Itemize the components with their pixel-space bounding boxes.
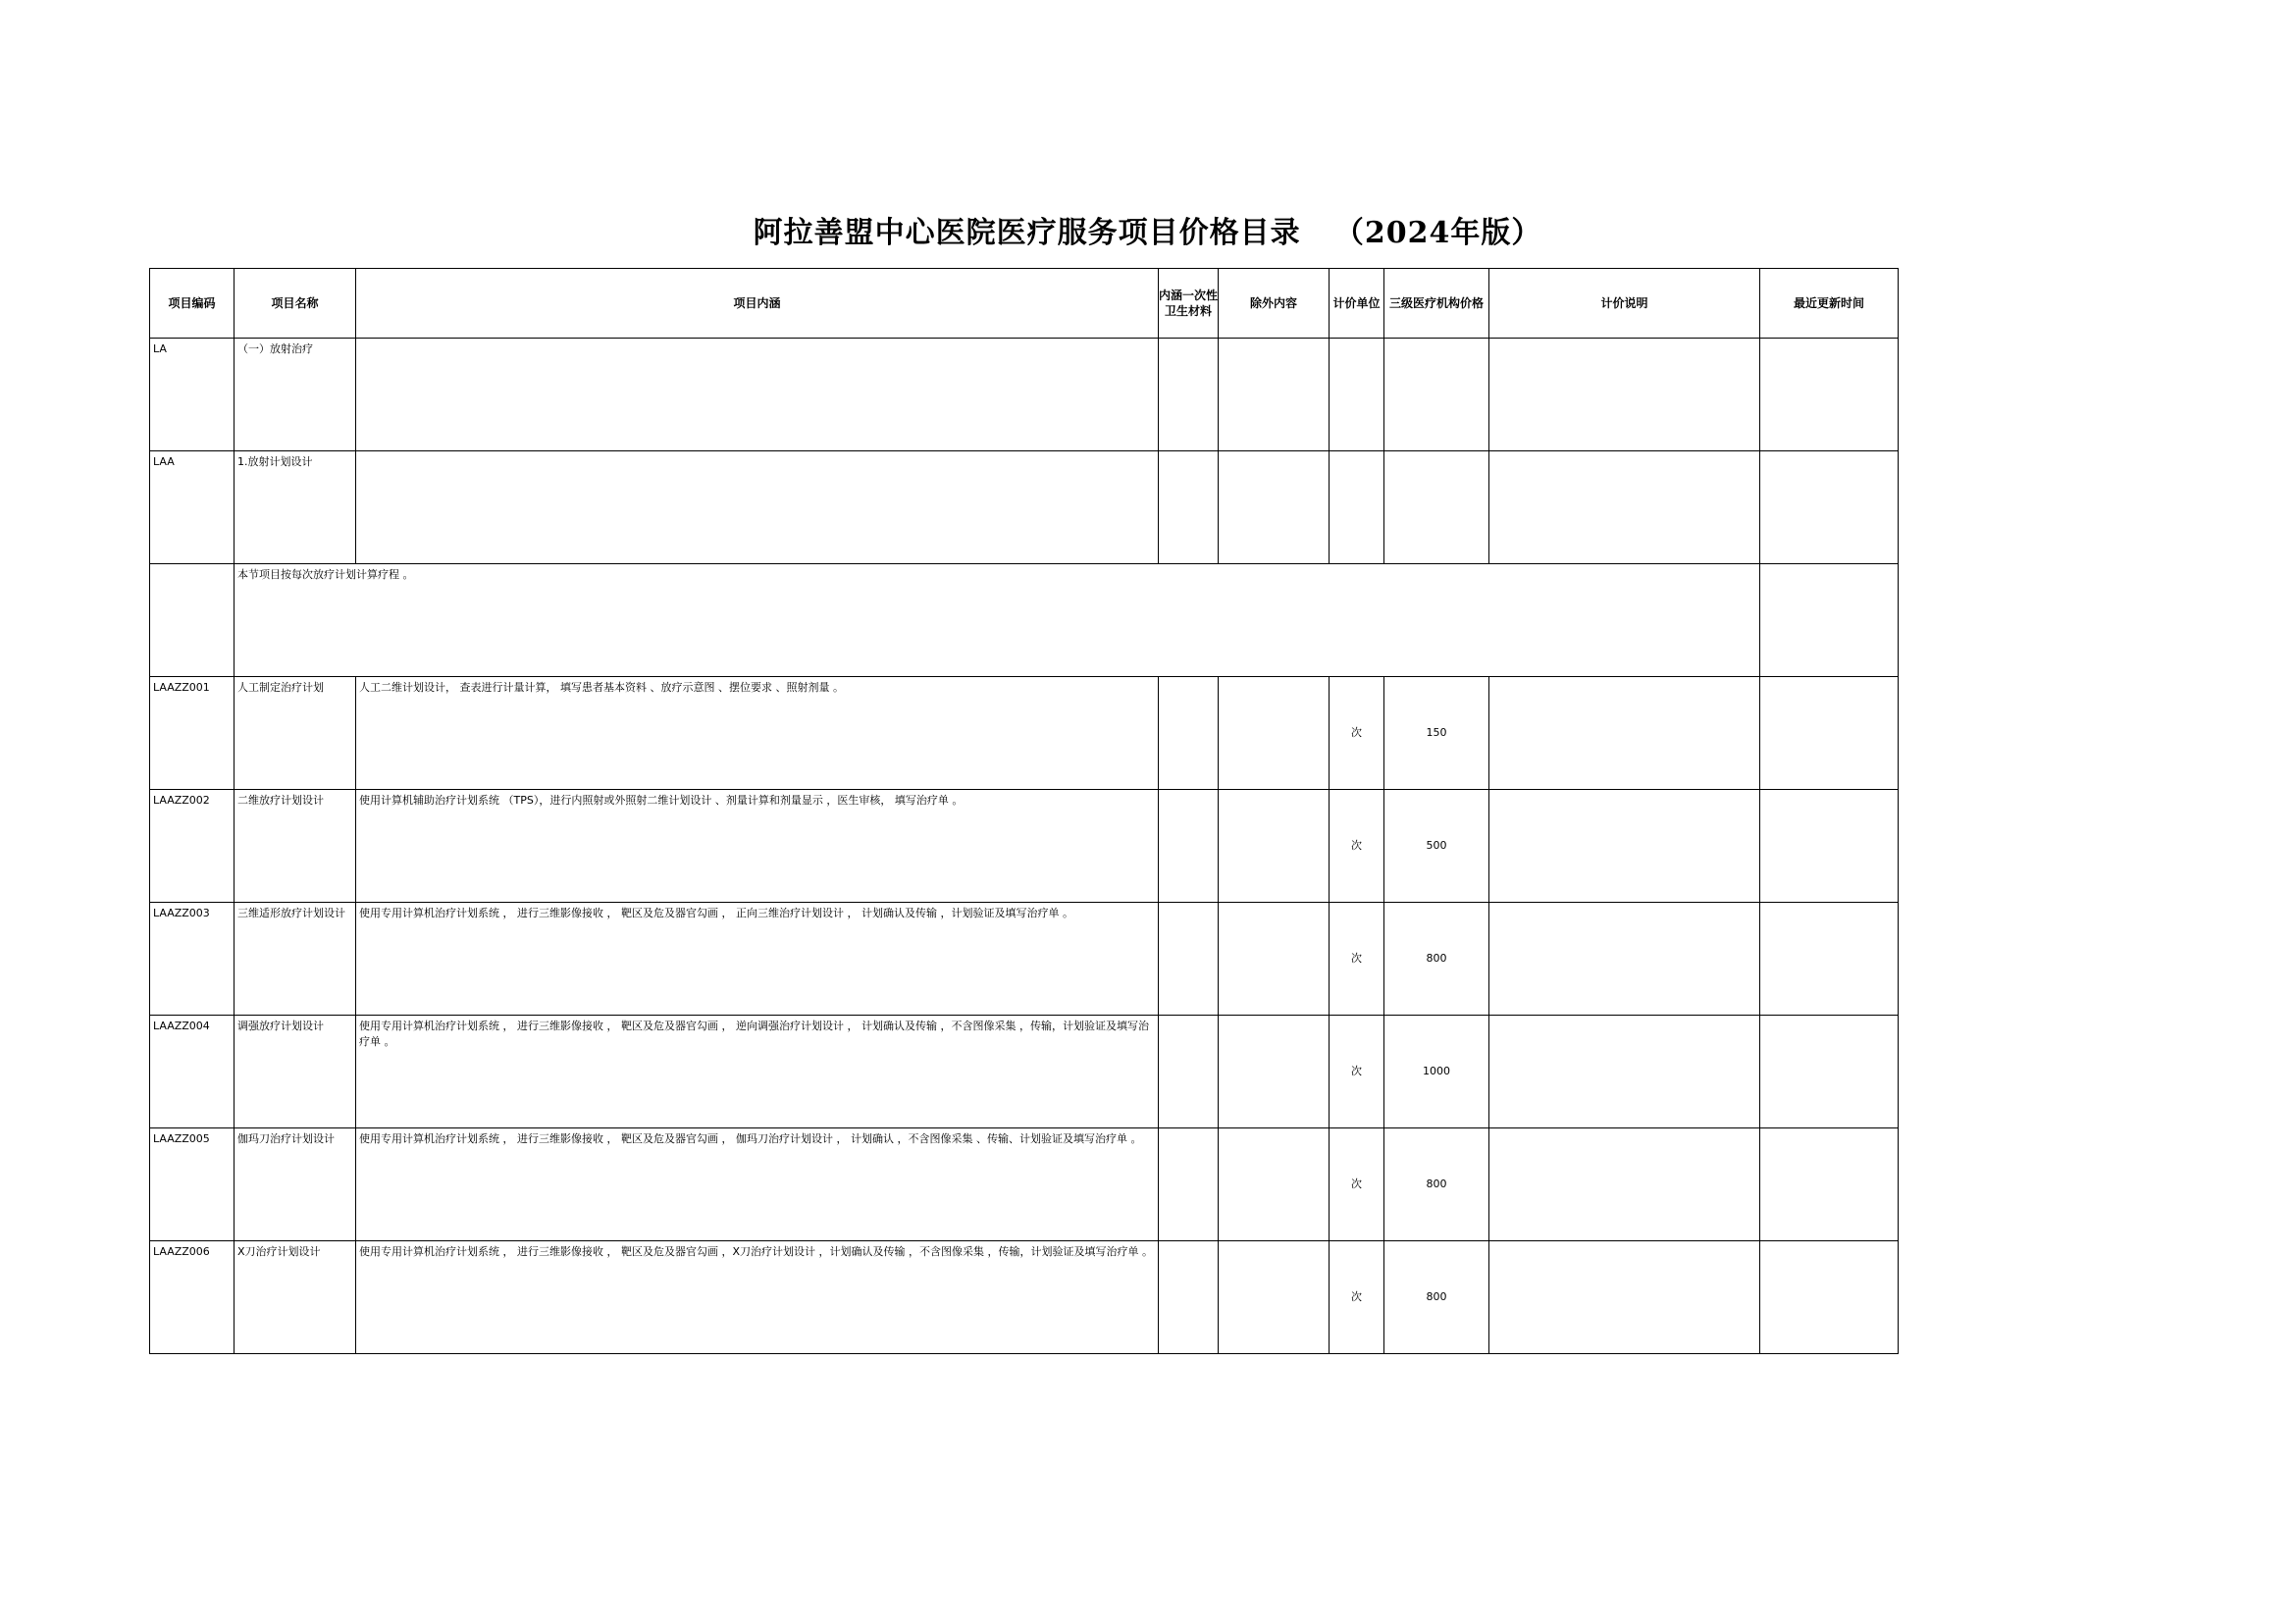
cell-code: LA: [150, 339, 235, 451]
cell-name: 二维放疗计划设计: [235, 790, 356, 903]
cell-name: X刀治疗计划设计: [235, 1241, 356, 1354]
table-row: [150, 564, 1899, 677]
cell-notes: [1489, 903, 1760, 1016]
cell-materials: [1159, 451, 1219, 564]
cell-price: 150: [1384, 677, 1489, 790]
cell-name: （一）放射治疗: [235, 339, 356, 451]
cell-materials: [1159, 677, 1219, 790]
cell-materials: [1159, 790, 1219, 903]
cell-name: 人工制定治疗计划: [235, 677, 356, 790]
cell-exclusions: [1219, 1128, 1330, 1241]
cell-price: [1384, 451, 1489, 564]
cell-unit: [1330, 451, 1384, 564]
header-materials: 内涵一次性卫生材料: [1159, 269, 1219, 339]
cell-price: 800: [1384, 903, 1489, 1016]
table-row: [150, 790, 1899, 903]
page-title: 阿拉善盟中心医院医疗服务项目价格目录 （2024年版）: [753, 216, 1542, 250]
cell-updated: [1760, 1128, 1899, 1241]
cell-materials: [1159, 903, 1219, 1016]
header-unit: 计价单位: [1330, 269, 1384, 339]
cell-exclusions: [1219, 790, 1330, 903]
cell-exclusions: [1219, 1241, 1330, 1354]
cell-code: LAAZZ005: [150, 1128, 235, 1241]
cell-notes: [1489, 677, 1760, 790]
cell-updated: [1760, 677, 1899, 790]
header-code: 项目编码: [150, 269, 235, 339]
cell-updated: [1760, 1016, 1899, 1128]
price-catalog-table: [149, 268, 1899, 1354]
cell-price: 1000: [1384, 1016, 1489, 1128]
cell-notes: [1489, 451, 1760, 564]
cell-unit: 次: [1330, 1128, 1384, 1241]
table-row: [150, 903, 1899, 1016]
table-row: [150, 1016, 1899, 1128]
table-row: [150, 677, 1899, 790]
header-content: 项目内涵: [356, 269, 1159, 339]
cell-code: LAAZZ004: [150, 1016, 235, 1128]
cell-unit: [1330, 339, 1384, 451]
cell-exclusions: [1219, 451, 1330, 564]
cell-code: [150, 564, 235, 677]
cell-unit: 次: [1330, 677, 1384, 790]
cell-code: LAAZZ002: [150, 790, 235, 903]
cell-exclusions: [1219, 1016, 1330, 1128]
cell-notes: [1489, 1016, 1760, 1128]
cell-unit: 次: [1330, 903, 1384, 1016]
cell-price: 800: [1384, 1241, 1489, 1354]
cell-updated: [1760, 903, 1899, 1016]
cell-price: [1384, 339, 1489, 451]
cell-content: [356, 451, 1159, 564]
table-row: [150, 339, 1899, 451]
header-notes: 计价说明: [1489, 269, 1760, 339]
cell-code: LAAZZ006: [150, 1241, 235, 1354]
cell-exclusions: [1219, 339, 1330, 451]
cell-name: 调强放疗计划设计: [235, 1016, 356, 1128]
cell-exclusions: [1219, 677, 1330, 790]
cell-content: 人工二维计划设计， 查表进行计量计算， 填写患者基本资料 、放疗示意图 、摆位要求 、照射剂量 。: [356, 677, 1159, 790]
cell-price: 500: [1384, 790, 1489, 903]
table-header-row: [150, 269, 1899, 339]
cell-updated: [1760, 1241, 1899, 1354]
cell-unit: 次: [1330, 1241, 1384, 1354]
cell-content: 使用专用计算机治疗计划系统 ， 进行三维影像接收 ， 靶区及危及器官勾画 ， 正向三维治疗计划设计 ， 计划确认及传输 ，计划验证及填写治疗单 。: [356, 903, 1159, 1016]
cell-updated: [1760, 339, 1899, 451]
cell-materials: [1159, 1016, 1219, 1128]
cell-code: LAAZZ001: [150, 677, 235, 790]
cell-name: 伽玛刀治疗计划设计: [235, 1128, 356, 1241]
cell-price: 800: [1384, 1128, 1489, 1241]
cell-unit: 次: [1330, 790, 1384, 903]
cell-materials: [1159, 339, 1219, 451]
cell-materials: [1159, 1241, 1219, 1354]
cell-notes: [1489, 1241, 1760, 1354]
table-row: [150, 1241, 1899, 1354]
cell-unit: 次: [1330, 1016, 1384, 1128]
cell-content: [356, 339, 1159, 451]
cell-code: LAAZZ003: [150, 903, 235, 1016]
cell-name: 三维适形放疗计划设计: [235, 903, 356, 1016]
section-note-cell: 本节项目按每次放疗计划计算疗程 。: [235, 564, 1760, 677]
header-exclusions: 除外内容: [1219, 269, 1330, 339]
cell-exclusions: [1219, 903, 1330, 1016]
cell-content: 使用专用计算机治疗计划系统 ， 进行三维影像接收 ， 靶区及危及器官勾画 ， 逆向调强治疗计划设计 ， 计划确认及传输 ，不含图像采集 ，传输，计划验证及填写治疗单 。: [356, 1016, 1159, 1128]
cell-content: 使用计算机辅助治疗计划系统 （TPS），进行内照射或外照射二维计划设计 、剂量计算和剂量显示 ，医生审核， 填写治疗单 。: [356, 790, 1159, 903]
cell-code: LAA: [150, 451, 235, 564]
cell-notes: [1489, 1128, 1760, 1241]
header-updated: 最近更新时间: [1760, 269, 1899, 339]
cell-name: 1.放射计划设计: [235, 451, 356, 564]
table-row: [150, 1128, 1899, 1241]
header-price: 三级医疗机构价格: [1384, 269, 1489, 339]
cell-content: 使用专用计算机治疗计划系统 ， 进行三维影像接收 ， 靶区及危及器官勾画 ，X刀治疗计划设计 ，计划确认及传输 ，不含图像采集 ，传输，计划验证及填写治疗单 。: [356, 1241, 1159, 1354]
table-row: [150, 451, 1899, 564]
cell-notes: [1489, 790, 1760, 903]
cell-updated: [1760, 790, 1899, 903]
cell-updated: [1760, 451, 1899, 564]
cell-updated: [1760, 564, 1899, 677]
cell-content: 使用专用计算机治疗计划系统 ， 进行三维影像接收 ， 靶区及危及器官勾画 ， 伽玛刀治疗计划设计 ， 计划确认 ，不含图像采集 、传输、计划验证及填写治疗单 。: [356, 1128, 1159, 1241]
cell-materials: [1159, 1128, 1219, 1241]
header-name: 项目名称: [235, 269, 356, 339]
cell-notes: [1489, 339, 1760, 451]
